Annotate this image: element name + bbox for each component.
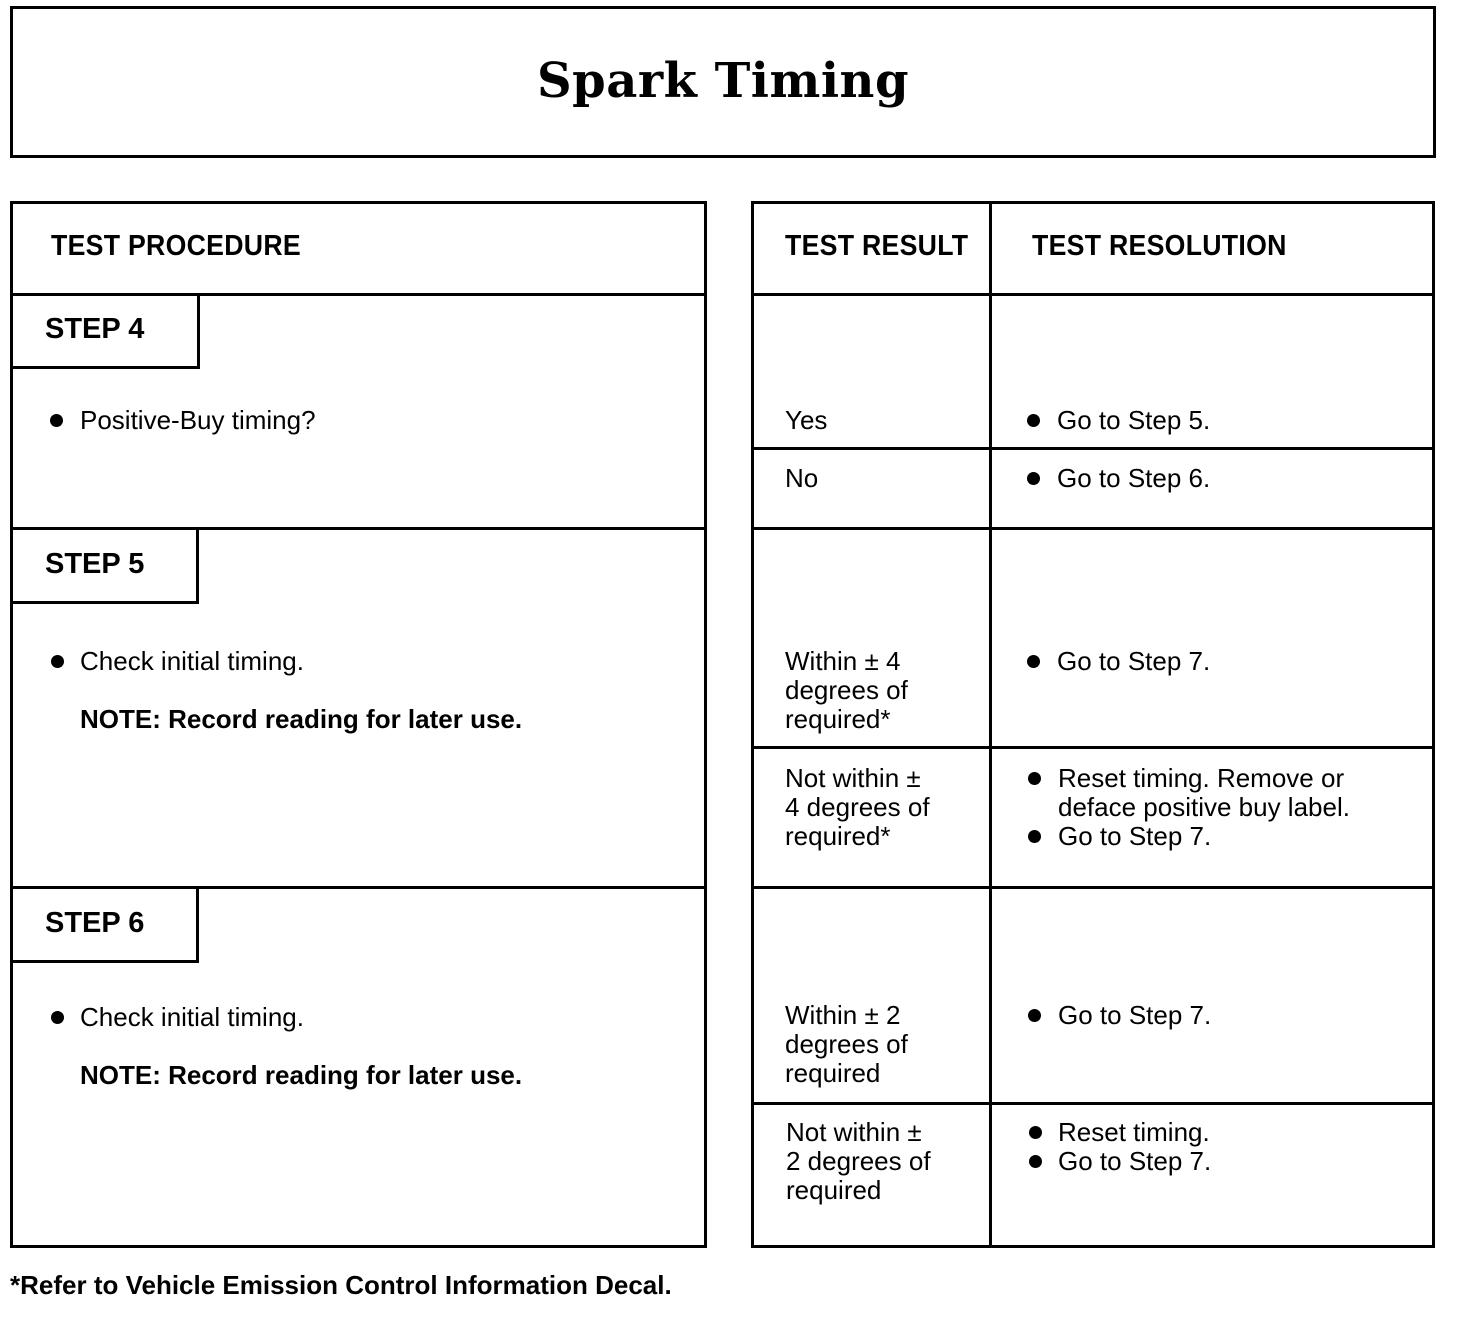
result-cell [785,1001,908,1088]
result-row-divider [751,746,1435,749]
bullet-icon [1029,1126,1042,1139]
result-line: required* [785,704,891,734]
result-line: Not within ± [786,1117,922,1147]
bullet-icon [1027,472,1040,485]
bullet-icon [1028,772,1041,785]
result-line: Within ± 2 [785,1000,901,1030]
step-6-procedure: Check initial timing. [80,1002,304,1032]
result-cell: Yes [785,405,828,435]
result-row-divider [751,1102,1435,1105]
result-row-divider [751,447,1435,450]
bullet-icon [1029,1155,1042,1168]
result-step-divider [751,886,1435,889]
result-line: 4 degrees of [785,792,930,822]
bullet-icon [1028,1009,1041,1022]
bullet-icon [1028,830,1041,843]
result-cell [785,764,930,851]
bullet-icon [1027,655,1040,668]
resolution-cell: Go to Step 6. [1057,463,1211,493]
result-line: Not within ± [785,763,921,793]
header-test-result: TEST RESULT [785,230,969,262]
resolution-cell: Reset timing. [1058,1117,1210,1147]
step-5-label: STEP 5 [10,527,199,604]
resolution-cell: Go to Step 5. [1057,405,1211,435]
result-cell [786,1118,931,1205]
bullet-icon [1027,414,1040,427]
result-line: required [786,1175,882,1205]
result-line: required [785,1058,881,1088]
step-5-procedure: Check initial timing. [80,646,304,676]
result-column-divider [989,201,992,1248]
result-line: 2 degrees of [786,1146,931,1176]
step-6-label: STEP 6 [10,886,199,963]
result-step-divider [751,527,1435,530]
bullet-icon [51,655,64,668]
header-test-procedure: TEST PROCEDURE [51,230,301,262]
result-cell [785,647,908,734]
result-line: Within ± 4 [785,646,901,676]
resolution-cell: Reset timing. Remove or [1058,763,1345,793]
result-cell: No [785,463,819,493]
resolution-cell: Go to Step 7. [1058,821,1212,851]
footnote: *Refer to Vehicle Emission Control Information Decal. [10,1270,672,1300]
result-line: degrees of [785,675,908,705]
result-line: required* [785,821,891,851]
step-6-note: NOTE: Record reading for later use. [80,1060,523,1090]
result-header-divider [751,293,1435,296]
bullet-icon [51,1011,64,1024]
resolution-cell: Go to Step 7. [1058,1000,1212,1030]
step-4-procedure: Positive-Buy timing? [80,405,316,435]
step-5-note: NOTE: Record reading for later use. [80,704,523,734]
resolution-cell: Go to Step 7. [1057,646,1211,676]
step-4-label: STEP 4 [10,293,200,369]
resolution-cell: deface positive buy label. [1058,792,1350,822]
result-line: degrees of [785,1029,908,1059]
title-box [10,6,1436,158]
bullet-icon [50,414,63,427]
resolution-cell: Go to Step 7. [1058,1146,1212,1176]
page-title: Spark Timing [536,53,910,109]
header-test-resolution: TEST RESOLUTION [1032,230,1287,262]
